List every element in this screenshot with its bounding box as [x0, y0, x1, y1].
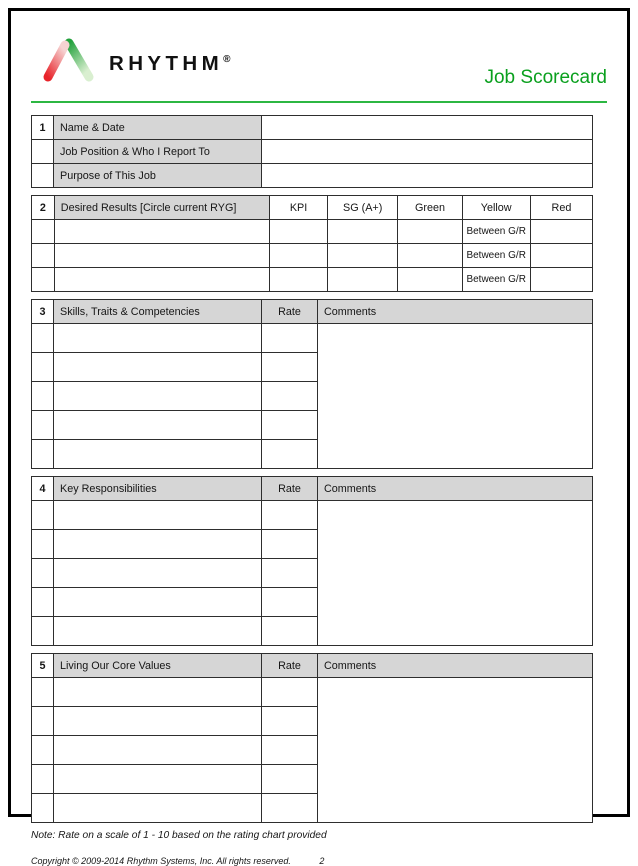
table-row [32, 501, 593, 530]
rating-note: Note: Rate on a scale of 1 - 10 based on the rating chart provided [31, 830, 327, 841]
rate-input[interactable] [262, 559, 318, 588]
brand-name-text: RHYTHM [109, 52, 224, 75]
item-input[interactable] [54, 501, 262, 530]
item-input[interactable] [54, 588, 262, 617]
section-number-badge: 5 [32, 654, 54, 678]
rate-input[interactable] [262, 678, 318, 707]
row-gutter [32, 678, 54, 707]
page-title: Job Scorecard [484, 67, 607, 88]
item-input[interactable] [54, 765, 262, 794]
rate-input[interactable] [262, 324, 318, 353]
column-header-comments: Comments [318, 477, 593, 501]
table-row [32, 140, 593, 164]
result-input[interactable] [54, 220, 269, 244]
column-header-rate: Rate [262, 477, 318, 501]
brand-name [109, 52, 230, 76]
table-row [32, 678, 593, 707]
rate-input[interactable] [262, 707, 318, 736]
section-number-badge: 4 [32, 477, 54, 501]
item-input[interactable] [54, 559, 262, 588]
rate-input[interactable] [262, 530, 318, 559]
section-number-badge: 1 [32, 116, 54, 140]
section-3-title: Skills, Traits & Competencies [54, 300, 262, 324]
page-header [11, 11, 627, 99]
column-header-rate: Rate [262, 654, 318, 678]
table-row [32, 116, 593, 140]
row-gutter [32, 530, 54, 559]
row-gutter [32, 440, 54, 469]
section-1-table [31, 115, 593, 188]
row-input-job-position[interactable] [262, 140, 593, 164]
row-gutter [32, 501, 54, 530]
table-header-row [32, 300, 593, 324]
table-header-row [32, 477, 593, 501]
section-4-title: Key Responsibilities [54, 477, 262, 501]
rate-input[interactable] [262, 765, 318, 794]
row-gutter [32, 765, 54, 794]
section-number-badge: 3 [32, 300, 54, 324]
row-label-job-position: Job Position & Who I Report To [54, 140, 262, 164]
red-input[interactable] [530, 244, 592, 268]
sg-input[interactable] [328, 268, 398, 292]
rhythm-triangle-logo-icon [39, 35, 97, 89]
item-input[interactable] [54, 353, 262, 382]
column-header-comments: Comments [318, 300, 593, 324]
section-3-table [31, 299, 593, 469]
row-gutter [32, 324, 54, 353]
kpi-input[interactable] [270, 244, 328, 268]
green-input[interactable] [398, 220, 462, 244]
column-header-sg: SG (A+) [328, 196, 398, 220]
row-label-purpose: Purpose of This Job [54, 164, 262, 188]
table-header-row [32, 196, 593, 220]
page-canvas [11, 11, 627, 866]
row-gutter [32, 707, 54, 736]
kpi-input[interactable] [270, 268, 328, 292]
section-2-table [31, 195, 593, 292]
green-input[interactable] [398, 268, 462, 292]
item-input[interactable] [54, 736, 262, 765]
row-gutter [32, 244, 55, 268]
page-footer [31, 830, 593, 866]
section-4-table [31, 476, 593, 646]
item-input[interactable] [54, 411, 262, 440]
rate-input[interactable] [262, 440, 318, 469]
sg-input[interactable] [328, 220, 398, 244]
row-gutter [32, 140, 54, 164]
column-header-kpi: KPI [270, 196, 328, 220]
table-row [32, 244, 593, 268]
item-input[interactable] [54, 324, 262, 353]
table-row [32, 220, 593, 244]
row-gutter [32, 220, 55, 244]
red-input[interactable] [530, 268, 592, 292]
column-header-comments: Comments [318, 654, 593, 678]
rate-input[interactable] [262, 411, 318, 440]
column-header-yellow: Yellow [462, 196, 530, 220]
sg-input[interactable] [328, 244, 398, 268]
row-gutter [32, 736, 54, 765]
comments-input[interactable] [318, 501, 593, 646]
row-input-name-date[interactable] [262, 116, 593, 140]
section-number-badge: 2 [32, 196, 55, 220]
table-header-row [32, 654, 593, 678]
row-gutter [32, 617, 54, 646]
row-gutter [32, 559, 54, 588]
page-frame [8, 8, 630, 866]
row-label-name-date: Name & Date [54, 116, 262, 140]
result-input[interactable] [54, 268, 269, 292]
item-input[interactable] [54, 440, 262, 469]
section-2-title: Desired Results [Circle current RYG] [54, 196, 269, 220]
row-gutter [32, 382, 54, 411]
green-input[interactable] [398, 244, 462, 268]
scorecard-body [31, 115, 593, 866]
row-gutter [32, 794, 54, 823]
rate-input[interactable] [262, 382, 318, 411]
table-row [32, 324, 593, 353]
registered-trademark-icon: ® [223, 54, 231, 66]
item-input[interactable] [54, 530, 262, 559]
row-gutter [32, 164, 54, 188]
rate-input[interactable] [262, 588, 318, 617]
row-gutter [32, 353, 54, 382]
rate-input[interactable] [262, 501, 318, 530]
red-input[interactable] [530, 220, 592, 244]
page-number: 2 [319, 856, 325, 866]
yellow-input[interactable]: Between G/R [462, 220, 530, 244]
comments-input[interactable] [318, 678, 593, 823]
yellow-input[interactable]: Between G/R [462, 244, 530, 268]
section-5-table [31, 653, 593, 823]
rate-input[interactable] [262, 794, 318, 823]
item-input[interactable] [54, 382, 262, 411]
row-input-purpose[interactable] [262, 164, 593, 188]
yellow-input[interactable]: Between G/R [462, 268, 530, 292]
item-input[interactable] [54, 794, 262, 823]
row-gutter [32, 268, 55, 292]
section-5-title: Living Our Core Values [54, 654, 262, 678]
column-header-rate: Rate [262, 300, 318, 324]
row-gutter [32, 411, 54, 440]
header-divider [31, 101, 607, 103]
copyright-row [31, 856, 593, 866]
row-gutter [32, 588, 54, 617]
item-input[interactable] [54, 617, 262, 646]
item-input[interactable] [54, 707, 262, 736]
column-header-red: Red [530, 196, 592, 220]
rate-input[interactable] [262, 617, 318, 646]
copyright-text: Copyright © 2009-2014 Rhythm Systems, Inc. All rights reserved. [31, 856, 291, 866]
kpi-input[interactable] [270, 220, 328, 244]
comments-input[interactable] [318, 324, 593, 469]
rate-input[interactable] [262, 736, 318, 765]
rate-input[interactable] [262, 353, 318, 382]
table-row [32, 164, 593, 188]
table-row [32, 268, 593, 292]
item-input[interactable] [54, 678, 262, 707]
column-header-green: Green [398, 196, 462, 220]
result-input[interactable] [54, 244, 269, 268]
